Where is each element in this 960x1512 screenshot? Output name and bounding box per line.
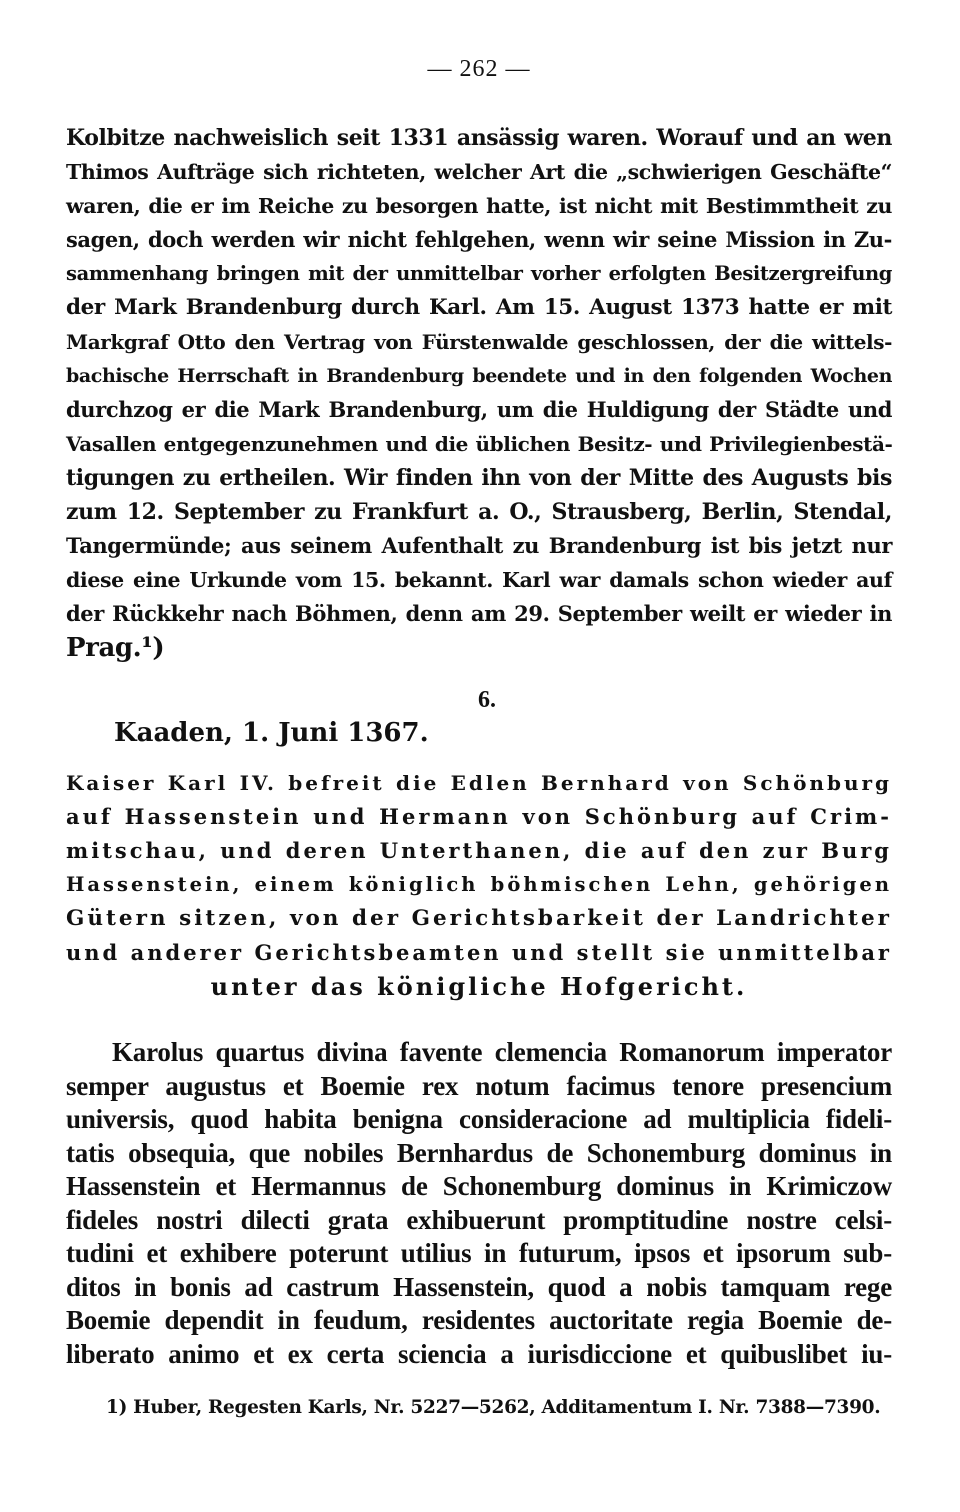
body-line: Markgraf Otto den Vertrag von Fürstenwalde geschlossen, der die wittels- [66,330,892,354]
latin-line: tatis obsequia, que nobiles Bernhardus de Schonemburg dominus in [66,1137,892,1168]
heading-line: mitschau, und deren Unterthanen, die auf den zur Burg [66,838,892,863]
body-line: Prag.¹) [66,633,165,663]
latin-line: semper augustus et Boemie rex notum facimus tenore presencium [66,1070,892,1101]
heading-line: Kaiser Karl IV. befreit die Edlen Bernhard von Schönburg [66,771,892,795]
latin-line: tudini et exhibere poterunt utilius in futurum, ipsos et ipsorum sub- [66,1238,892,1268]
body-line: der Mark Brandenburg durch Karl. Am 15. August 1373 hatte er mit [66,295,892,320]
latin-line: universis, quod habita benigna consideracione ad multiplicia fideli- [66,1104,892,1134]
heading-line: Gütern sitzen, von der Gerichtsbarkeit der Landrichter [66,906,892,931]
document-heading [66,766,892,1004]
latin-line: Karolus quartus divina favente clemencia Romanorum imperator [112,1037,892,1067]
body-paragraph [66,121,892,665]
body-line: Thimos Aufträge sich richteten, welcher Art die „schwierigen Geschäfte“ [66,160,892,184]
heading-line: auf Hassenstein und Hermann von Schönburg auf Crim- [66,804,892,829]
body-line: waren, die er im Reiche zu besorgen hatte, ist nicht mit Bestimmtheit zu [66,194,892,218]
latin-text [66,1036,892,1371]
body-line: Kolbitze nachweislich seit 1331 ansässig waren. Worauf und an wen [66,125,892,151]
body-line: bachische Herrschaft in Brandenburg beendete und in den folgenden Wochen [66,365,892,387]
latin-line: ditos in bonis ad castrum Hassenstein, quod a nobis tamquam rege [66,1271,892,1302]
latin-line: Hassenstein et Hermannus de Schonemburg dominus in Krimiczow [66,1171,892,1201]
body-line: diese eine Urkunde vom 15. bekannt. Karl war damals schon wieder auf [66,568,892,592]
body-line: Tangermünde; aus seinem Aufenthalt zu Brandenburg ist bis jetzt nur [66,533,892,558]
footnote: 1) Huber, Regesten Karls, Nr. 5227—5262, Additamentum I. Nr. 7388—7390. [106,1397,881,1418]
latin-line: fideles nostri dilecti grata exhibuerunt promptitudine nostre celsi- [66,1204,892,1235]
place-date: Kaaden, 1. Juni 1367. [114,718,429,748]
body-line: zum 12. September zu Frankfurt a. O., Strausberg, Berlin, Stendal, [66,499,892,525]
heading-line: und anderer Gerichtsbeamten und stellt sie unmittelbar [66,940,892,965]
latin-line: Boemie dependit in feudum, residentes auctoritate regia Boemie de- [66,1305,892,1335]
body-line: Vasallen entgegenzunehmen und die üblichen Besitz- und Privilegienbestä- [66,432,893,456]
heading-line: unter das königliche Hofgericht. [210,972,748,1001]
body-line: sammenhang bringen mit der unmittelbar vorher erfolgten Besitzergreifung [66,262,892,285]
document-number: 6. [478,687,496,713]
page-number: — 262 — [427,56,531,82]
body-line: durchzog er die Mark Brandenburg, um die Huldigung der Städte und [66,397,892,422]
heading-line: Hassenstein, einem königlich böhmischen Lehn, gehörigen [66,873,892,896]
body-line: der Rückkehr nach Böhmen, denn am 29. September weilt er wieder in [66,601,892,626]
page-content [66,56,892,1371]
latin-line: liberato animo et ex certa sciencia a iurisdiccione et quibuslibet iu- [66,1338,892,1369]
body-line: sagen, doch werden wir nicht fehlgehen, wenn wir seine Mission in Zu- [66,227,892,252]
body-line: tigungen zu ertheilen. Wir finden ihn von der Mitte des Augusts bis [66,465,892,491]
